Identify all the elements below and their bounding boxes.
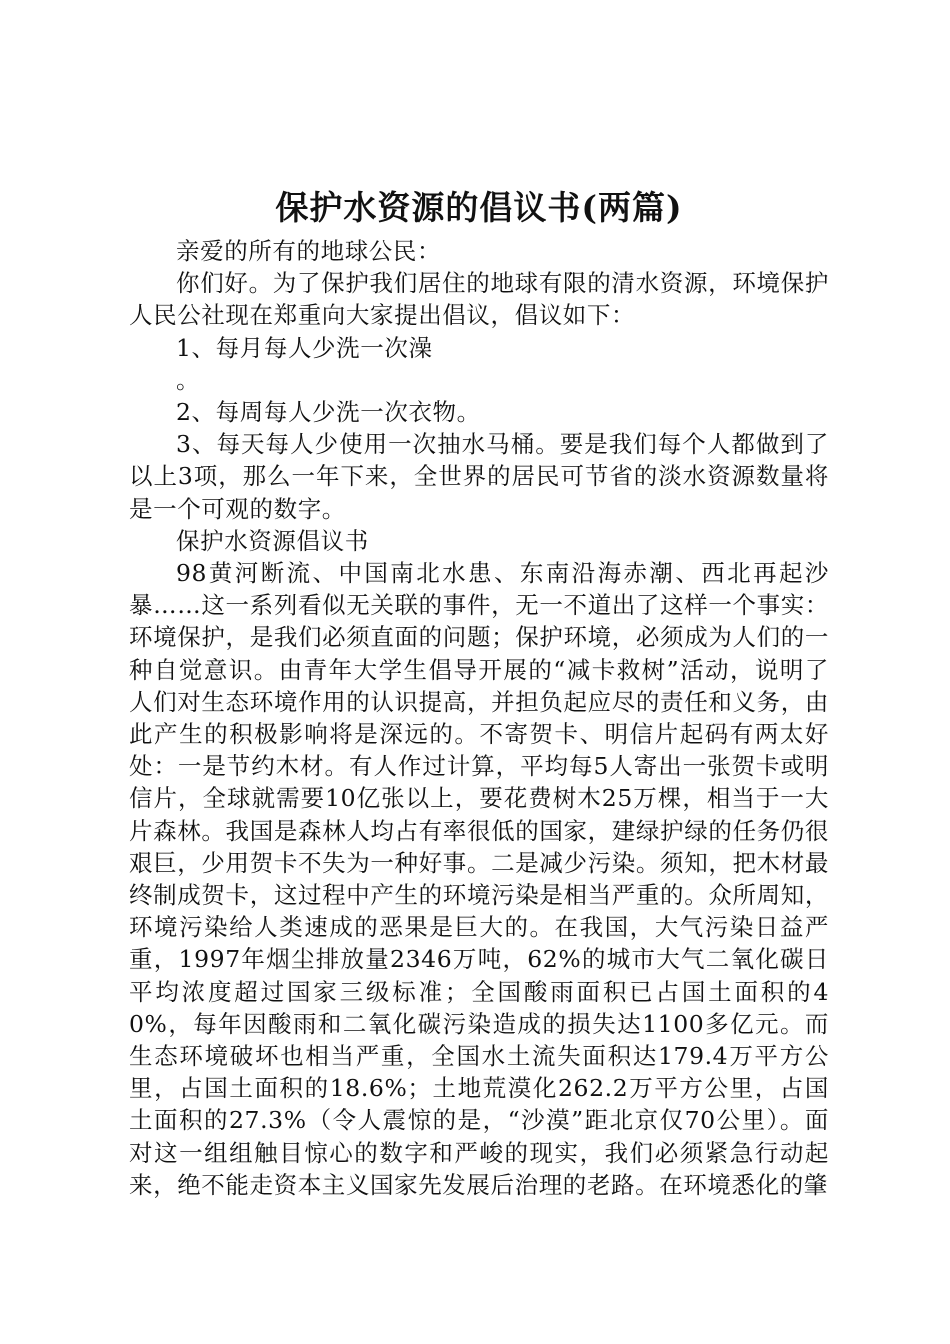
- stray-period: 。: [176, 365, 201, 394]
- list-item-3: 3、每天每人少使用一次抽水马桶。要是我们每个人都做到了以上3项，那么一年下来，全世界的居民可节省的淡水资源数量将是一个可观的数字。: [129, 430, 829, 523]
- list-item-1: 1、每月每人少洗一次澡: [176, 333, 433, 362]
- document-title: 保护水资源的倡议书(两篇): [275, 188, 683, 227]
- document-page: [129, 183, 829, 1201]
- list-item-2: 2、每周每人少洗一次衣物。: [176, 398, 481, 427]
- salutation: 亲爱的所有的地球公民：: [176, 237, 442, 265]
- section-heading: 保护水资源倡议书: [176, 526, 369, 555]
- paragraph-greeting: 你们好。为了保护我们居住的地球有限的清水资源，环境保护人民公社现在郑重向大家提出倡议，倡议如下：: [129, 269, 829, 330]
- paragraph-body: 98黄河断流、中国南北水患、东南沿海赤潮、西北再起沙暴……这一系列看似无关联的事件，无一不道出了这样一个事实：环境保护，是我们必须直面的问题；保护环境，必须成为人们的一种自觉意识。由青年大学生倡导开展的“减卡救树”活动，说明了人们对生态环境作用的认识提高，并担负起应尽的责任和义务，由此产生的积极影响将是深远的。不寄贺卡、明信片起码有两太好处：一是节约木材。有人作过计算，平均每5人寄出一张贺卡或明信片，全球就需要10亿张以上，要花费树木25万棵，相当于一大片森林。我国是森林人均占有率很低的国家，建绿护绿的任务仍很艰巨，少用贺卡不失为一种好事。二是减少污染。须知，把木材最终制成贺卡，这过程中产生的环境污染是相当严重的。众所周知，环境污染给人类速成的恶果是巨大的。在我国，大气污染日益严重，1997年烟尘排放量2346万吨，62%的城市大气二氧化碳日平均浓度超过国家三级标准；全国酸雨面积已占国土面积的40%，每年因酸雨和二氧化碳污染造成的损失达1100多亿元。而生态环境破坏也相当严重，全国水土流失面积达179.4万平方公里，占国土面积的18.6%；土地荒漠化262.2万平方公里，占国土面积的27.3%（令人震惊的是，“沙漠”距北京仅70公里）。面对这一组组触目惊心的数字和严峻的现实，我们必须紧急行动起来，绝不能走资本主义国家先发展后治理的老路。在环境悉化的肇: [129, 559, 829, 1199]
